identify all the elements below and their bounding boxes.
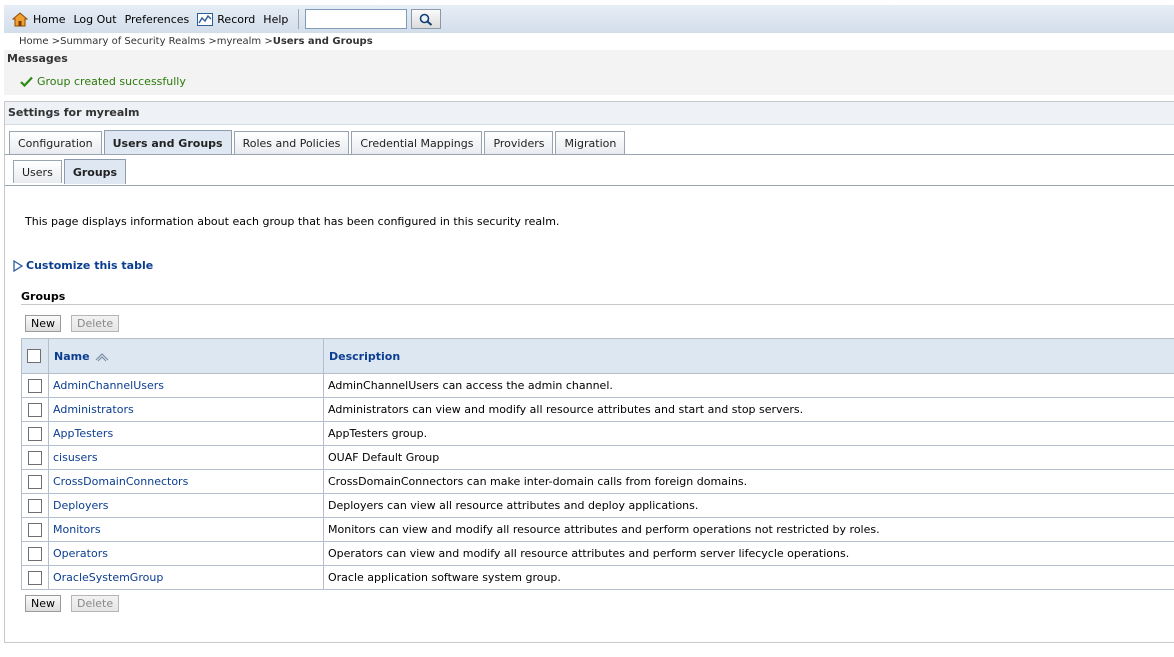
new-button[interactable]: New — [25, 595, 61, 612]
help-link[interactable] — [263, 13, 288, 26]
table-header-row — [22, 339, 1174, 374]
group-name-link[interactable]: cisusers — [53, 451, 98, 464]
group-description: AppTesters group. — [328, 427, 428, 440]
group-description-cell — [324, 422, 1174, 446]
new-button[interactable]: New — [25, 315, 61, 332]
group-name-link[interactable]: CrossDomainConnectors — [53, 475, 189, 488]
row-select-cell — [22, 542, 49, 566]
group-description-cell — [324, 494, 1174, 518]
preferences-link[interactable] — [125, 13, 190, 26]
group-description: CrossDomainConnectors can make inter-domain calls from foreign domains. — [328, 475, 748, 488]
subtab-users[interactable]: Users — [13, 160, 62, 183]
table-row — [22, 446, 1174, 470]
group-description-cell — [324, 566, 1174, 590]
groups-section-title: Groups — [21, 290, 66, 303]
breadcrumb-separator: > — [208, 36, 217, 47]
subtab-divider — [5, 185, 1174, 186]
row-checkbox[interactable] — [28, 427, 42, 441]
group-description: Administrators can view and modify all resource attributes and start and stop servers. — [328, 403, 804, 416]
settings-title: Settings for myrealm — [8, 106, 140, 119]
group-name-cell — [49, 542, 324, 566]
group-description: Oracle application software system group. — [328, 571, 561, 584]
group-name-cell — [49, 398, 324, 422]
tab-configuration[interactable]: Configuration — [9, 131, 102, 154]
settings-header — [5, 102, 1174, 125]
table-row — [22, 518, 1174, 542]
select-all-checkbox[interactable] — [27, 349, 41, 363]
row-checkbox[interactable] — [28, 379, 42, 393]
group-description-cell — [324, 518, 1174, 542]
groups-divider — [21, 304, 1174, 305]
search-icon — [419, 13, 433, 26]
row-checkbox[interactable] — [28, 499, 42, 513]
tab-divider — [5, 154, 1174, 155]
top-button-row — [25, 315, 129, 332]
row-select-cell — [22, 566, 49, 590]
tab-migration[interactable]: Migration — [555, 131, 625, 154]
checkmark-icon — [20, 76, 33, 87]
preferences-label: Preferences — [124, 12, 190, 26]
group-name-cell — [49, 422, 324, 446]
group-name-link[interactable]: AppTesters — [53, 427, 114, 440]
bottom-button-row — [25, 595, 129, 612]
group-name-cell — [49, 446, 324, 470]
row-checkbox[interactable] — [28, 475, 42, 489]
group-name-link[interactable]: Deployers — [53, 499, 109, 512]
delete-button[interactable]: Delete — [71, 595, 119, 612]
group-name-link[interactable]: Monitors — [53, 523, 101, 536]
name-column-label: Name — [54, 349, 90, 363]
expand-triangle-icon — [13, 260, 23, 272]
search-button[interactable] — [411, 9, 441, 29]
row-checkbox[interactable] — [28, 571, 42, 585]
group-name-link[interactable]: Administrators — [53, 403, 134, 416]
group-name-cell — [49, 470, 324, 494]
breadcrumb-separator: > — [264, 36, 273, 47]
search-input[interactable] — [305, 9, 407, 29]
success-message-text: Group created successfully — [37, 75, 186, 88]
groups-table — [21, 338, 1174, 590]
logout-link[interactable] — [73, 13, 116, 26]
success-message — [20, 75, 186, 88]
home-icon — [12, 12, 28, 27]
page-description: This page displays information about each group that has been configured in this security realm. — [25, 215, 560, 228]
record-label: Record — [217, 12, 256, 26]
row-select-cell — [22, 470, 49, 494]
toolbar-divider — [298, 9, 299, 29]
row-select-cell — [22, 422, 49, 446]
row-select-cell — [22, 446, 49, 470]
record-link[interactable] — [197, 13, 255, 26]
customize-table-label: Customize this table — [26, 259, 154, 272]
row-checkbox[interactable] — [28, 547, 42, 561]
tab-providers[interactable]: Providers — [484, 131, 553, 154]
record-icon — [197, 13, 213, 26]
row-checkbox[interactable] — [28, 403, 42, 417]
group-name-cell — [49, 566, 324, 590]
help-label: Help — [263, 12, 289, 26]
breadcrumb — [19, 36, 373, 47]
table-row — [22, 398, 1174, 422]
settings-panel — [4, 101, 1174, 643]
logout-label: Log Out — [73, 12, 117, 26]
home-label: Home — [33, 12, 66, 26]
group-description: Deployers can view all resource attributes and deploy applications. — [328, 499, 699, 512]
group-description: AdminChannelUsers can access the admin channel. — [328, 379, 613, 392]
table-row — [22, 494, 1174, 518]
select-all-cell — [22, 339, 49, 374]
table-row — [22, 422, 1174, 446]
tab-roles-and-policies[interactable]: Roles and Policies — [234, 131, 350, 154]
group-name-cell — [49, 518, 324, 542]
group-description: Monitors can view and modify all resource attributes and perform operations not restricted by roles. — [328, 523, 880, 536]
row-checkbox[interactable] — [28, 523, 42, 537]
group-name-cell — [49, 494, 324, 518]
table-row — [22, 374, 1174, 398]
messages-title: Messages — [7, 52, 68, 65]
breadcrumb-home[interactable]: Home — [19, 36, 49, 47]
sub-tabs — [13, 159, 128, 184]
group-description-cell — [324, 398, 1174, 422]
group-description-cell — [324, 542, 1174, 566]
sort-ascending-icon — [95, 352, 109, 362]
group-name-link[interactable]: AdminChannelUsers — [53, 379, 165, 392]
table-row — [22, 542, 1174, 566]
group-name-link[interactable]: OracleSystemGroup — [53, 571, 164, 584]
row-select-cell — [22, 518, 49, 542]
breadcrumb-current: Users and Groups — [272, 36, 373, 47]
tab-credential-mappings[interactable]: Credential Mappings — [351, 131, 482, 154]
group-description: Operators can view and modify all resource attributes and perform server lifecycle operations. — [328, 547, 850, 560]
name-column-header[interactable] — [49, 339, 324, 374]
subtab-groups[interactable]: Groups — [64, 159, 126, 184]
main-tabs — [9, 130, 627, 156]
row-select-cell — [22, 374, 49, 398]
customize-table-link[interactable] — [13, 259, 153, 272]
top-toolbar — [4, 5, 1174, 33]
row-checkbox[interactable] — [28, 451, 42, 465]
group-name-cell — [49, 374, 324, 398]
table-row — [22, 566, 1174, 590]
group-description: OUAF Default Group — [328, 451, 440, 464]
table-row — [22, 470, 1174, 494]
tab-users-and-groups[interactable]: Users and Groups — [104, 130, 232, 155]
group-description-cell — [324, 374, 1174, 398]
messages-panel — [4, 50, 1174, 95]
delete-button[interactable]: Delete — [71, 315, 119, 332]
group-name-link[interactable]: Operators — [53, 547, 108, 560]
description-column-label: Description — [329, 349, 401, 363]
group-description-cell — [324, 446, 1174, 470]
breadcrumb-separator: > — [51, 36, 61, 47]
row-select-cell — [22, 398, 49, 422]
breadcrumb-security-realms[interactable]: Summary of Security Realms — [60, 36, 206, 47]
breadcrumb-myrealm[interactable]: myrealm — [216, 36, 262, 47]
description-column-header[interactable] — [324, 339, 1174, 374]
row-select-cell — [22, 494, 49, 518]
group-description-cell — [324, 470, 1174, 494]
home-link[interactable] — [12, 12, 65, 27]
